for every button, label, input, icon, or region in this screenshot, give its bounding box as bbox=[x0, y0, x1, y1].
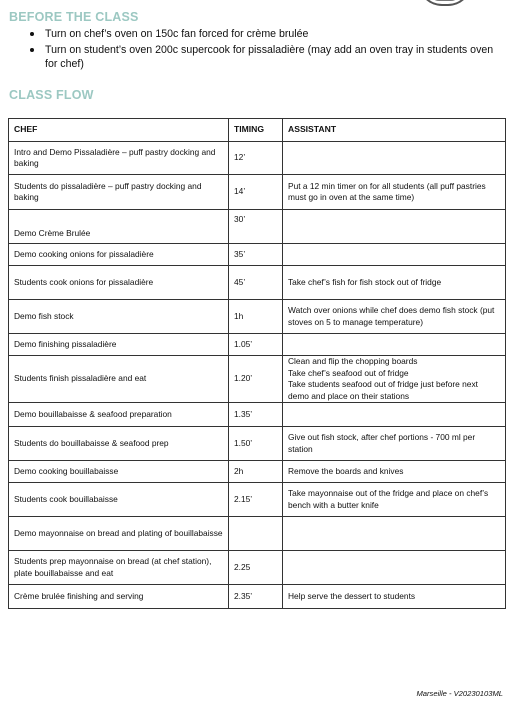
cell-timing: 45’ bbox=[229, 266, 283, 300]
table-row bbox=[9, 483, 506, 517]
cell-assistant bbox=[283, 142, 506, 175]
cell-chef: Students cook onions for pissaladière bbox=[9, 266, 229, 300]
table-row bbox=[9, 551, 506, 585]
cell-timing: 1.35’ bbox=[229, 403, 283, 427]
cell-chef: Students prep mayonnaise on bread (at chef station), plate bouillabaisse and eat bbox=[9, 551, 229, 585]
table-row bbox=[9, 244, 506, 266]
cell-chef: Students cook bouillabaisse bbox=[9, 483, 229, 517]
cell-assistant: Help serve the dessert to students bbox=[283, 585, 506, 609]
cell-chef: Demo cooking onions for pissaladière bbox=[9, 244, 229, 266]
cell-assistant: Clean and flip the chopping boards Take chef’s seafood out of fridge Take students seafood out of fridge just before next demo and place on their stations bbox=[283, 356, 506, 403]
cell-timing: 1.05’ bbox=[229, 334, 283, 356]
cell-timing bbox=[229, 517, 283, 551]
cell-assistant bbox=[283, 244, 506, 266]
table-row bbox=[9, 356, 506, 403]
table-row bbox=[9, 300, 506, 334]
table-row bbox=[9, 175, 506, 210]
before-class-item: Turn on chef’s oven on 150c fan forced for crème brulée bbox=[10, 27, 505, 41]
table-row bbox=[9, 427, 506, 461]
document-footer: Marseille - V20230103ML bbox=[416, 689, 503, 698]
cell-assistant bbox=[283, 403, 506, 427]
cell-timing: 12’ bbox=[229, 142, 283, 175]
cell-timing: 2h bbox=[229, 461, 283, 483]
cell-assistant: Take chef’s fish for fish stock out of fridge bbox=[283, 266, 506, 300]
column-header-timing: TIMING bbox=[229, 119, 283, 142]
before-class-heading: BEFORE THE CLASS bbox=[9, 10, 139, 24]
table-row bbox=[9, 403, 506, 427]
class-flow-table bbox=[8, 118, 506, 609]
cell-chef: Students do pissaladière – puff pastry docking and baking bbox=[9, 175, 229, 210]
cell-assistant bbox=[283, 517, 506, 551]
cell-assistant: Remove the boards and knives bbox=[283, 461, 506, 483]
table-row bbox=[9, 142, 506, 175]
cell-timing: 14’ bbox=[229, 175, 283, 210]
table-row bbox=[9, 334, 506, 356]
cell-timing: 2.25 bbox=[229, 551, 283, 585]
table-row bbox=[9, 210, 506, 244]
cell-assistant bbox=[283, 334, 506, 356]
column-header-assistant: ASSISTANT bbox=[283, 119, 506, 142]
cell-assistant: Give out fish stock, after chef portions - 700 ml per station bbox=[283, 427, 506, 461]
cell-timing: 2.15’ bbox=[229, 483, 283, 517]
cell-timing: 1.50’ bbox=[229, 427, 283, 461]
cell-chef: Demo cooking bouillabaisse bbox=[9, 461, 229, 483]
cell-chef: Students do bouillabaisse & seafood prep bbox=[9, 427, 229, 461]
table-row bbox=[9, 517, 506, 551]
cell-timing: 35’ bbox=[229, 244, 283, 266]
cell-assistant: Put a 12 min timer on for all students (all puff pastries must go in oven at the same time) bbox=[283, 175, 506, 210]
cell-chef: Students finish pissaladière and eat bbox=[9, 356, 229, 403]
cell-chef: Demo fish stock bbox=[9, 300, 229, 334]
table-row bbox=[9, 266, 506, 300]
cell-timing: 1.20’ bbox=[229, 356, 283, 403]
column-header-chef: CHEF bbox=[9, 119, 229, 142]
table-header-row bbox=[9, 119, 506, 142]
cell-timing: 2.35’ bbox=[229, 585, 283, 609]
class-flow-heading: CLASS FLOW bbox=[9, 88, 94, 102]
cell-assistant: Watch over onions while chef does demo fish stock (put stoves on 5 to manage temperature) bbox=[283, 300, 506, 334]
cell-chef: Demo Crème Brulée bbox=[9, 210, 229, 244]
cell-chef: Demo mayonnaise on bread and plating of bouillabaisse bbox=[9, 517, 229, 551]
cell-timing: 30’ bbox=[229, 210, 283, 244]
table-row bbox=[9, 585, 506, 609]
cell-chef: Crème brulée finishing and serving bbox=[9, 585, 229, 609]
cell-timing: 1h bbox=[229, 300, 283, 334]
before-class-item: Turn on student’s oven 200c supercook for pissaladière (may add an oven tray in students oven for chef) bbox=[10, 43, 505, 71]
table-row bbox=[9, 461, 506, 483]
cell-chef: Intro and Demo Pissaladière – puff pastry docking and baking bbox=[9, 142, 229, 175]
cell-chef: Demo finishing pissaladière bbox=[9, 334, 229, 356]
class-flow-rows bbox=[9, 142, 506, 609]
cell-assistant bbox=[283, 551, 506, 585]
cell-assistant bbox=[283, 210, 506, 244]
before-class-list bbox=[10, 27, 505, 73]
logo-seal-icon bbox=[418, 0, 472, 6]
cell-assistant: Take mayonnaise out of the fridge and place on chef’s bench with a butter knife bbox=[283, 483, 506, 517]
cell-chef: Demo bouillabaisse & seafood preparation bbox=[9, 403, 229, 427]
